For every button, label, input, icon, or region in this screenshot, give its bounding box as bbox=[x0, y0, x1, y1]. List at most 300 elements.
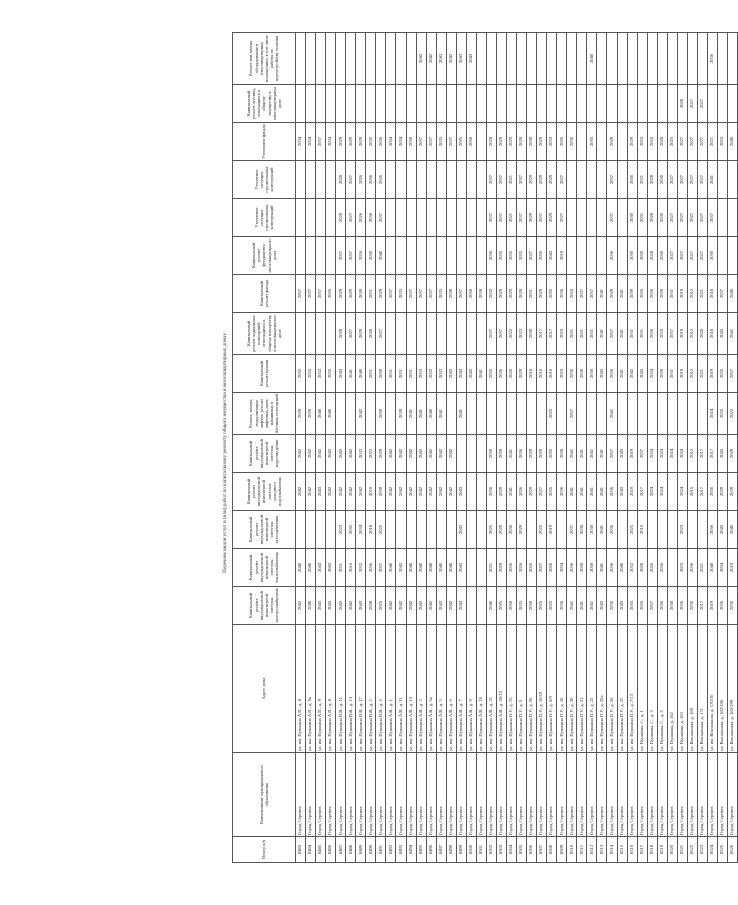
year-cell: 2029 bbox=[728, 435, 738, 473]
year-cell: 2029 bbox=[496, 549, 506, 587]
municipality-cell: Город Сергиев bbox=[707, 753, 717, 837]
year-cell: 2033 bbox=[557, 355, 567, 393]
year-cell bbox=[496, 33, 506, 85]
row-number-cell: 8492 bbox=[386, 837, 396, 863]
year-cell: 2042 bbox=[346, 435, 356, 473]
year-cell: 2041 bbox=[436, 393, 446, 435]
address-cell: ул. им. Пушкина Н.В., д. 17 bbox=[356, 625, 366, 753]
year-cell: 2040 bbox=[446, 549, 456, 587]
row-number-cell: 8500 bbox=[466, 837, 476, 863]
row-number-cell: 8483 bbox=[296, 837, 306, 863]
year-cell: 2036 bbox=[707, 33, 717, 85]
year-cell bbox=[697, 393, 707, 435]
row-number-cell: 8507 bbox=[537, 837, 547, 863]
year-cell bbox=[657, 511, 667, 549]
year-cell bbox=[717, 33, 727, 85]
year-cell: 2039 bbox=[657, 355, 667, 393]
year-cell: 2040 bbox=[486, 587, 496, 625]
year-cell: 2043 bbox=[436, 587, 446, 625]
year-cell: 2042 bbox=[627, 355, 637, 393]
year-cell bbox=[446, 237, 456, 275]
year-cell bbox=[728, 199, 738, 237]
municipality-cell: Город Сергиев bbox=[607, 753, 617, 837]
year-cell: 2024 bbox=[657, 473, 667, 511]
table-row bbox=[657, 33, 667, 863]
year-cell bbox=[557, 511, 567, 549]
column-header: Капитальный ремонт лестниц, относящихся к общему имуществу в многоквартирном доме bbox=[233, 85, 296, 123]
year-cell: 2039 bbox=[496, 435, 506, 473]
municipality-cell: Город Сергиев bbox=[476, 753, 486, 837]
year-cell: 2026 bbox=[356, 161, 366, 199]
year-cell: 2034 bbox=[356, 511, 366, 549]
year-cell: 2029 bbox=[336, 123, 346, 161]
year-cell: 2024 bbox=[647, 435, 657, 473]
year-cell: 2036 bbox=[607, 237, 617, 275]
year-cell bbox=[436, 161, 446, 199]
year-cell bbox=[667, 33, 677, 85]
year-cell: 2037 bbox=[607, 435, 617, 473]
year-cell: 2036 bbox=[486, 237, 496, 275]
year-cell: 2042 bbox=[436, 473, 446, 511]
year-cell: 2032 bbox=[316, 355, 326, 393]
year-cell: 2029 bbox=[607, 123, 617, 161]
municipality-cell: Город Сергиев bbox=[466, 753, 476, 837]
year-cell: 2033 bbox=[557, 313, 567, 355]
column-header: Капитальный ремонт фундамента многоквартирного дома bbox=[233, 237, 296, 275]
year-cell: 2042 bbox=[396, 587, 406, 625]
year-cell bbox=[707, 85, 717, 123]
year-cell: 2041 bbox=[567, 473, 577, 511]
address-cell: ул. им. Пушкина А.П., д. 8 bbox=[296, 625, 306, 753]
year-cell: 2037 bbox=[567, 511, 577, 549]
year-cell: 2026 bbox=[517, 549, 527, 587]
year-cell: 2040 bbox=[306, 549, 316, 587]
year-cell: 2027 bbox=[677, 161, 687, 199]
year-cell: 2028 bbox=[336, 313, 346, 355]
year-cell: 2031 bbox=[577, 313, 587, 355]
year-cell: 2030 bbox=[657, 237, 667, 275]
year-cell: 2035 bbox=[496, 237, 506, 275]
year-cell: 2019 bbox=[627, 473, 637, 511]
year-cell bbox=[446, 511, 456, 549]
year-cell: 2036 bbox=[376, 161, 386, 199]
year-cell bbox=[296, 313, 306, 355]
year-cell: 2015 bbox=[687, 435, 697, 473]
year-cell: 2035 bbox=[436, 123, 446, 161]
year-cell bbox=[416, 199, 426, 237]
year-cell: 2029 bbox=[537, 161, 547, 199]
year-cell: 2043 bbox=[436, 33, 446, 85]
year-cell bbox=[466, 393, 476, 435]
year-cell: 2042 bbox=[386, 435, 396, 473]
year-cell: 2037 bbox=[587, 275, 597, 313]
table-row bbox=[436, 33, 446, 863]
table-row bbox=[587, 33, 597, 863]
municipality-cell: Город Сергиев bbox=[326, 753, 336, 837]
address-cell: ул. им. Пушкина П.У., д. 26 bbox=[607, 625, 617, 753]
year-cell bbox=[406, 313, 416, 355]
year-cell bbox=[577, 123, 587, 161]
year-cell: 2033 bbox=[637, 123, 647, 161]
year-cell: 2043 bbox=[547, 237, 557, 275]
year-cell bbox=[637, 85, 647, 123]
year-cell: 2037 bbox=[416, 123, 426, 161]
municipality-cell: Город Сергиев bbox=[577, 753, 587, 837]
year-cell: 2029 bbox=[537, 275, 547, 313]
year-cell: 2036 bbox=[486, 435, 496, 473]
year-cell bbox=[587, 161, 597, 199]
table-row bbox=[687, 33, 697, 863]
year-cell bbox=[476, 123, 486, 161]
year-cell: 2031 bbox=[587, 313, 597, 355]
column-header: Капитальный ремонт фасада bbox=[233, 275, 296, 313]
year-cell: 2019 bbox=[547, 511, 557, 549]
address-cell: ул. им. Пушкина А.В., д. 5 bbox=[436, 625, 446, 753]
year-cell: 2023 bbox=[677, 549, 687, 587]
address-cell: ул. им. Пушкина П.У., д. 22 bbox=[587, 625, 597, 753]
year-cell bbox=[486, 393, 496, 435]
address-cell: ул. им. Пушкина А.В., д. 3 bbox=[416, 625, 426, 753]
year-cell bbox=[426, 85, 436, 123]
year-cell: 2037 bbox=[456, 275, 466, 313]
table-row bbox=[517, 33, 527, 863]
year-cell bbox=[356, 85, 366, 123]
year-cell bbox=[376, 85, 386, 123]
year-cell: 2027 bbox=[667, 237, 677, 275]
year-cell bbox=[346, 393, 356, 435]
year-cell: 2031 bbox=[406, 355, 416, 393]
row-number-cell: 8501 bbox=[476, 837, 486, 863]
year-cell: 2041 bbox=[617, 355, 627, 393]
year-cell bbox=[667, 85, 677, 123]
year-cell: 2037 bbox=[336, 237, 346, 275]
year-cell bbox=[637, 33, 647, 85]
row-number-cell: 8495 bbox=[416, 837, 426, 863]
year-cell: 2037 bbox=[647, 587, 657, 625]
year-cell bbox=[717, 161, 727, 199]
year-cell: 2042 bbox=[296, 587, 306, 625]
year-cell: 2032 bbox=[717, 355, 727, 393]
year-cell bbox=[597, 199, 607, 237]
year-cell: 2042 bbox=[386, 587, 396, 625]
year-cell bbox=[728, 85, 738, 123]
year-cell: 2029 bbox=[607, 275, 617, 313]
table-row bbox=[476, 33, 486, 863]
municipality-cell: Город Сергиев bbox=[717, 753, 727, 837]
address-cell: ул. им. Пушкина П.У., д. 10/19 bbox=[537, 625, 547, 753]
year-cell bbox=[587, 237, 597, 275]
year-cell bbox=[396, 33, 406, 85]
header-row bbox=[233, 33, 296, 863]
year-cell: 2043 bbox=[316, 587, 326, 625]
year-cell bbox=[667, 549, 677, 587]
year-cell: 2030 bbox=[627, 199, 637, 237]
year-cell bbox=[416, 313, 426, 355]
year-cell: 2016 bbox=[346, 549, 356, 587]
address-cell: ул. им. Пушкина П.У., д. 5б bbox=[527, 625, 537, 753]
year-cell: 2037 bbox=[517, 199, 527, 237]
year-cell bbox=[446, 199, 456, 237]
row-number-cell: 8521 bbox=[677, 837, 687, 863]
year-cell bbox=[557, 85, 567, 123]
row-number-cell: 8519 bbox=[657, 837, 667, 863]
year-cell: 2037 bbox=[567, 393, 577, 435]
year-cell bbox=[436, 237, 446, 275]
year-cell: 2035 bbox=[547, 275, 557, 313]
year-cell: 2017 bbox=[637, 473, 647, 511]
row-number-cell: 8497 bbox=[436, 837, 446, 863]
year-cell: 2029 bbox=[496, 123, 506, 161]
address-cell: ул. им. Пушкина Н.В., д. 13 bbox=[346, 625, 356, 753]
year-cell: 2035 bbox=[486, 355, 496, 393]
year-cell: 2036 bbox=[517, 473, 527, 511]
year-cell bbox=[306, 33, 316, 85]
year-cell: 2018 bbox=[707, 275, 717, 313]
year-cell bbox=[627, 33, 637, 85]
year-cell: 2018 bbox=[707, 313, 717, 355]
year-cell bbox=[306, 313, 316, 355]
year-cell: 2027 bbox=[687, 85, 697, 123]
year-cell: 2036 bbox=[567, 549, 577, 587]
year-cell: 2042 bbox=[597, 587, 607, 625]
year-cell: 2042 bbox=[446, 587, 456, 625]
year-cell: 2042 bbox=[416, 435, 426, 473]
year-cell: 2031 bbox=[627, 313, 637, 355]
year-cell: 2035 bbox=[637, 587, 647, 625]
year-cell bbox=[717, 237, 727, 275]
year-cell: 2028 bbox=[366, 313, 376, 355]
row-number-cell: 8524 bbox=[707, 837, 717, 863]
year-cell: 2031 bbox=[366, 275, 376, 313]
year-cell bbox=[396, 85, 406, 123]
year-cell: 2038 bbox=[446, 275, 456, 313]
year-cell: 2035 bbox=[396, 275, 406, 313]
address-cell: ул. им. Пушкина П.У., д. 15 bbox=[506, 625, 516, 753]
year-cell: 2043 bbox=[617, 435, 627, 473]
year-cell: 2029 bbox=[517, 511, 527, 549]
year-cell: 2037 bbox=[637, 435, 647, 473]
row-number-cell: 8509 bbox=[557, 837, 567, 863]
year-cell: 2030 bbox=[527, 313, 537, 355]
year-cell bbox=[416, 85, 426, 123]
year-cell: 2038 bbox=[577, 511, 587, 549]
year-cell bbox=[426, 237, 436, 275]
year-cell: 2036 bbox=[557, 473, 567, 511]
municipality-cell: Город Сергиев bbox=[677, 753, 687, 837]
row-number-cell: 8505 bbox=[517, 837, 527, 863]
municipality-cell: Город Сергиев bbox=[366, 753, 376, 837]
year-cell bbox=[476, 85, 486, 123]
municipality-cell: Город Сергиев bbox=[537, 753, 547, 837]
year-cell bbox=[366, 85, 376, 123]
year-cell: 2037 bbox=[517, 161, 527, 199]
year-cell: 2019 bbox=[677, 275, 687, 313]
year-cell: 2021 bbox=[486, 549, 496, 587]
year-cell: 2040 bbox=[406, 549, 416, 587]
year-cell: 2027 bbox=[537, 549, 547, 587]
year-cell bbox=[607, 33, 617, 85]
year-cell: 2027 bbox=[687, 123, 697, 161]
year-cell bbox=[687, 33, 697, 85]
table-row bbox=[728, 33, 738, 863]
year-cell: 2040 bbox=[356, 355, 366, 393]
year-cell bbox=[396, 199, 406, 237]
year-cell: 2041 bbox=[476, 355, 486, 393]
year-cell: 2037 bbox=[496, 161, 506, 199]
year-cell: 2035 bbox=[587, 123, 597, 161]
year-cell: 2042 bbox=[336, 435, 346, 473]
table-row bbox=[597, 33, 607, 863]
year-cell: 2042 bbox=[336, 587, 346, 625]
year-cell bbox=[306, 161, 316, 199]
year-cell: 2025 bbox=[547, 393, 557, 435]
table-row bbox=[527, 33, 537, 863]
year-cell: 2043 bbox=[637, 355, 647, 393]
table-row bbox=[426, 33, 436, 863]
year-cell bbox=[577, 199, 587, 237]
municipality-cell: Город Сергиев bbox=[386, 753, 396, 837]
year-cell: 2040 bbox=[707, 549, 717, 587]
year-cell: 2033 bbox=[547, 123, 557, 161]
column-header: Капитальный ремонт внутридомовой инженерной системы холодного водоснабжения bbox=[233, 473, 296, 511]
row-number-cell: 8504 bbox=[506, 837, 516, 863]
year-cell: 2029 bbox=[356, 123, 366, 161]
year-cell bbox=[416, 161, 426, 199]
row-number-cell: 8493 bbox=[396, 837, 406, 863]
year-cell bbox=[617, 393, 627, 435]
year-cell: 2028 bbox=[517, 275, 527, 313]
year-cell bbox=[436, 511, 446, 549]
address-cell: ул. им. Пушкина А.В., д. 10 bbox=[476, 625, 486, 753]
year-cell: 2036 bbox=[506, 549, 516, 587]
table-body bbox=[296, 33, 738, 863]
year-cell: 2027 bbox=[697, 123, 707, 161]
row-number-cell: 8518 bbox=[647, 837, 657, 863]
table-row bbox=[577, 33, 587, 863]
year-cell: 2042 bbox=[406, 587, 416, 625]
table-row bbox=[486, 33, 496, 863]
address-cell: ул. им. Пушкина П.У., д. 7/13 bbox=[627, 625, 637, 753]
year-cell bbox=[667, 511, 677, 549]
year-cell bbox=[466, 473, 476, 511]
municipality-cell: Город Сергиев bbox=[617, 753, 627, 837]
year-cell: 2029 bbox=[346, 275, 356, 313]
year-cell: 2017 bbox=[707, 435, 717, 473]
year-cell: 2027 bbox=[537, 473, 547, 511]
year-cell: 2029 bbox=[537, 123, 547, 161]
year-cell bbox=[296, 33, 306, 85]
year-cell: 2037 bbox=[537, 199, 547, 237]
year-cell bbox=[476, 199, 486, 237]
year-cell: 2030 bbox=[587, 355, 597, 393]
year-cell bbox=[697, 33, 707, 85]
year-cell: 2043 bbox=[316, 549, 326, 587]
row-number-cell: 8514 bbox=[607, 837, 617, 863]
year-cell: 2035 bbox=[627, 587, 637, 625]
table-row bbox=[557, 33, 567, 863]
table-row bbox=[376, 33, 386, 863]
year-cell: 2027 bbox=[376, 313, 386, 355]
year-cell: 2040 bbox=[728, 123, 738, 161]
year-cell: 2042 bbox=[296, 473, 306, 511]
year-cell: 2034 bbox=[396, 123, 406, 161]
table-row bbox=[406, 33, 416, 863]
year-cell bbox=[577, 393, 587, 435]
year-cell bbox=[617, 85, 627, 123]
year-cell bbox=[697, 511, 707, 549]
row-number-cell: 8503 bbox=[496, 837, 506, 863]
year-cell: 2042 bbox=[406, 473, 416, 511]
year-cell: 2026 bbox=[356, 199, 366, 237]
year-cell: 2027 bbox=[697, 85, 707, 123]
column-header: Капитальный ремонт внутридомовой инженерной системы теплоснабжения bbox=[233, 549, 296, 587]
year-cell: 2043 bbox=[717, 511, 727, 549]
year-cell bbox=[717, 199, 727, 237]
year-cell: 2030 bbox=[637, 237, 647, 275]
year-cell: 2036 bbox=[717, 587, 727, 625]
year-cell: 2031 bbox=[637, 199, 647, 237]
year-cell: 2020 bbox=[547, 549, 557, 587]
year-cell: 2035 bbox=[567, 355, 577, 393]
year-cell bbox=[466, 199, 476, 237]
year-cell bbox=[316, 199, 326, 237]
address-cell: ул. им. Пушкина Н.В., д. 2 bbox=[366, 625, 376, 753]
table-row bbox=[537, 33, 547, 863]
address-cell: ул. Пушкина, д. 162 bbox=[667, 625, 677, 753]
year-cell: 2029 bbox=[527, 473, 537, 511]
year-cell: 2035 bbox=[346, 511, 356, 549]
year-cell: 2043 bbox=[356, 587, 366, 625]
year-cell: 2040 bbox=[728, 275, 738, 313]
year-cell: 2029 bbox=[527, 435, 537, 473]
address-cell: ул. Пушкина, С., д. 1 bbox=[637, 625, 647, 753]
row-number-cell: 8508 bbox=[547, 837, 557, 863]
year-cell: 2036 bbox=[647, 313, 657, 355]
year-cell: 2015 bbox=[637, 511, 647, 549]
year-cell bbox=[617, 161, 627, 199]
year-cell bbox=[456, 313, 466, 355]
year-cell: 2029 bbox=[547, 161, 557, 199]
year-cell bbox=[426, 511, 436, 549]
year-cell: 2042 bbox=[416, 473, 426, 511]
year-cell: 2031 bbox=[527, 275, 537, 313]
year-cell bbox=[416, 237, 426, 275]
year-cell: 2015 bbox=[687, 313, 697, 355]
municipality-cell: Город Сергиев bbox=[687, 753, 697, 837]
year-cell: 2037 bbox=[717, 275, 727, 313]
year-cell: 2028 bbox=[657, 123, 667, 161]
year-cell bbox=[587, 85, 597, 123]
year-cell bbox=[496, 393, 506, 435]
year-cell: 2037 bbox=[386, 275, 396, 313]
year-cell bbox=[306, 85, 316, 123]
year-cell: 2042 bbox=[386, 473, 396, 511]
row-number-cell: 8490 bbox=[366, 837, 376, 863]
year-cell: 2041 bbox=[567, 435, 577, 473]
year-cell: 2034 bbox=[557, 549, 567, 587]
year-cell: 2034 bbox=[296, 123, 306, 161]
year-cell: 2041 bbox=[346, 355, 356, 393]
year-cell: 2034 bbox=[717, 549, 727, 587]
year-cell: 2029 bbox=[506, 275, 516, 313]
year-cell bbox=[607, 85, 617, 123]
year-cell: 2034 bbox=[326, 123, 336, 161]
year-cell: 2037 bbox=[426, 275, 436, 313]
row-number-cell: 8488 bbox=[346, 837, 356, 863]
year-cell bbox=[597, 393, 607, 435]
row-number-cell: 8512 bbox=[587, 837, 597, 863]
row-number-cell: 8526 bbox=[728, 837, 738, 863]
